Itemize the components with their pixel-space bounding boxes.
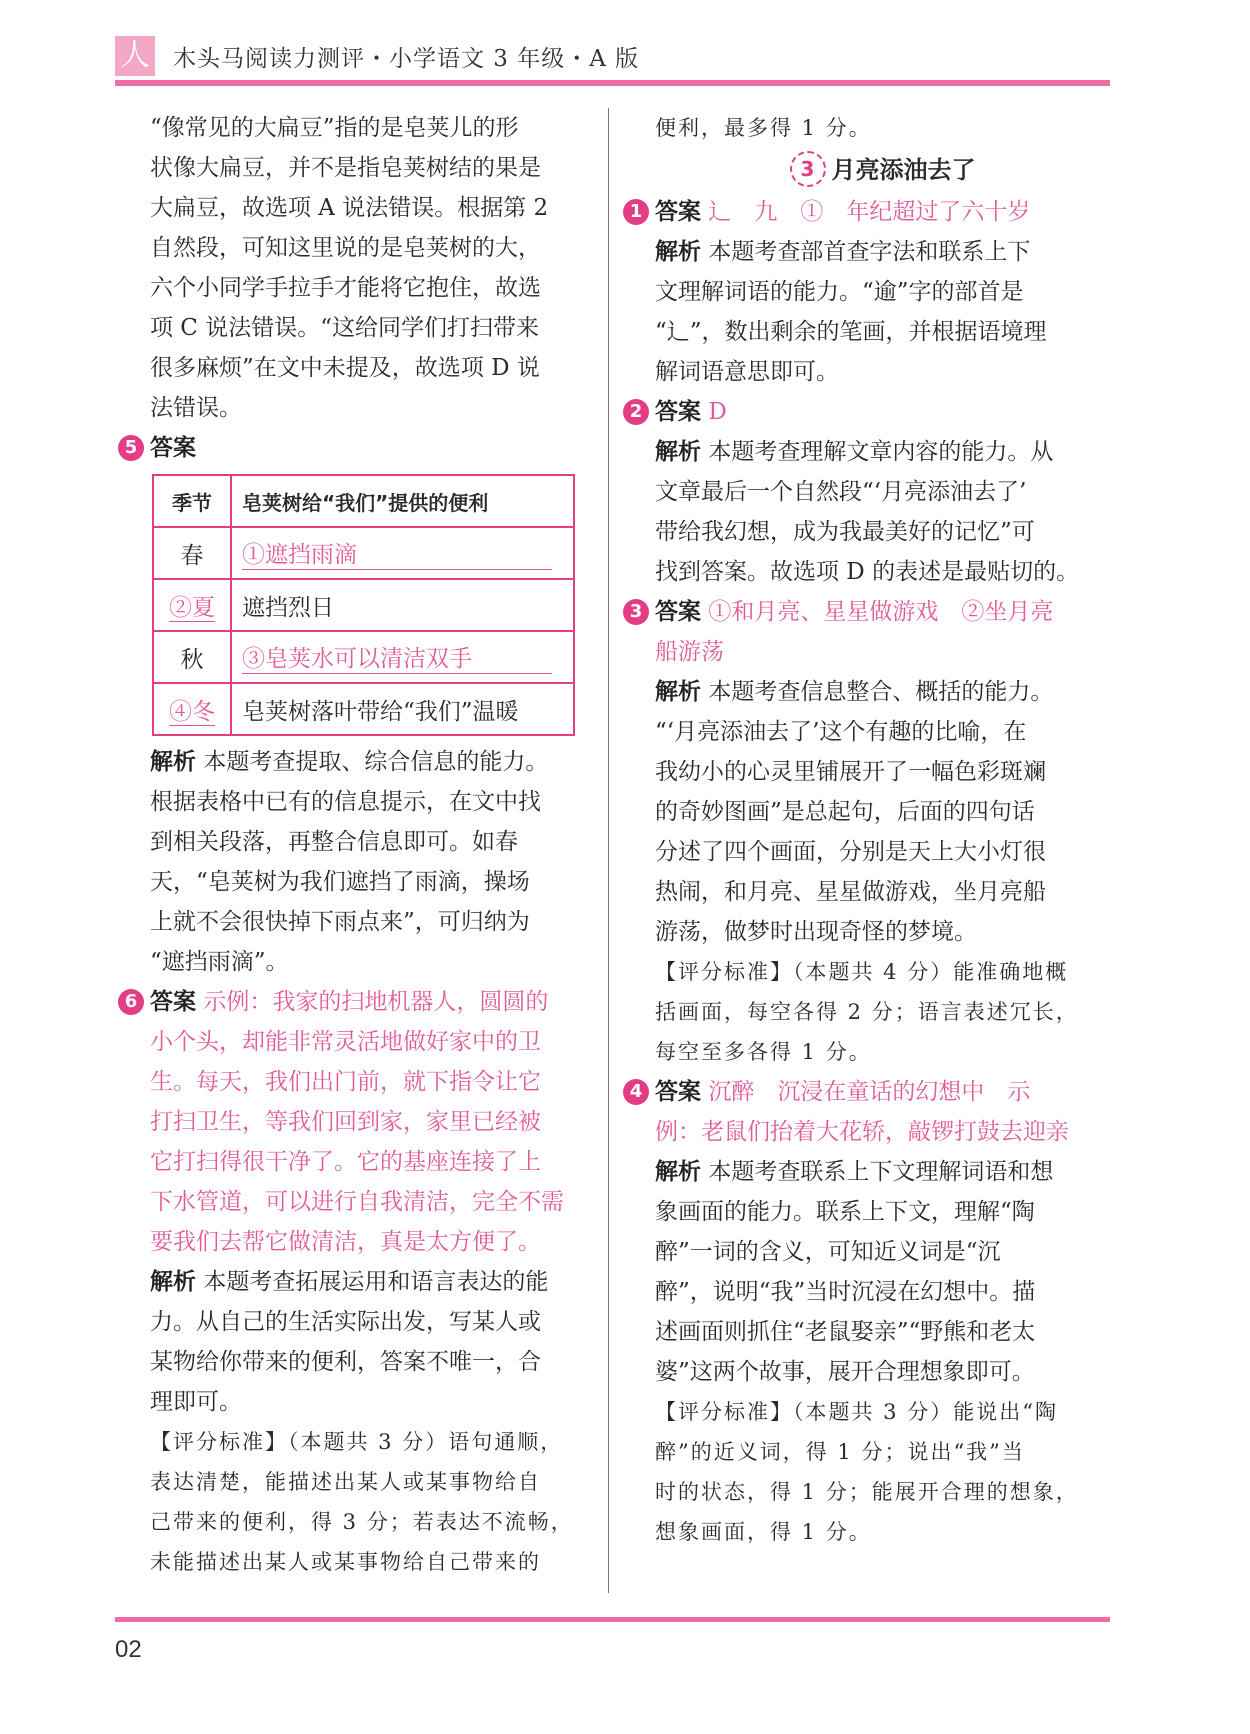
table-row <box>153 683 574 735</box>
answer-line: 例：老鼠们抬着大花轿，敲锣打鼓去迎亲 <box>655 1119 1069 1145</box>
analysis-text: 本题考查部首查字法和联系上下 <box>708 239 1031 265</box>
scoring-line: 【评分标准】（本题共 3 分）能说出“陶 <box>655 1400 1058 1424</box>
section-heading <box>655 150 1110 190</box>
text-line: 上就不会很快掉下雨点来”，可归纳为 <box>150 909 530 935</box>
text-line: “‘月亮添油去了’这个有趣的比喻，在 <box>655 719 1027 745</box>
answer-text: D <box>708 399 727 425</box>
text-line: 热闹，和月亮、星星做游戏，坐月亮船 <box>655 879 1046 905</box>
text-line: 状像大扁豆，并不是指皂荚树结的果是 <box>150 155 541 181</box>
scoring-line: 【评分标准】（本题共 4 分）能准确地概 <box>655 960 1069 984</box>
text-line: 游荡，做梦时出现奇怪的梦境。 <box>655 919 977 945</box>
answer-label: 答案 <box>655 1079 701 1105</box>
page-number: 02 <box>115 1636 142 1663</box>
answer-line: 小个头，却能非常灵活地做好家中的卫 <box>150 1029 541 1055</box>
question-5 <box>124 428 580 982</box>
table-header-cell: 季节 <box>153 475 231 527</box>
text-line: 醉”一词的含义，可知近义词是“沉 <box>655 1239 1001 1265</box>
left-column <box>124 108 580 1582</box>
answer-line: 要我们去帮它做清洁，真是太方便了。 <box>150 1229 541 1255</box>
answer-text: 示例：我家的扫地机器人，圆圆的 <box>203 989 549 1015</box>
text-line: 到相关段落，再整合信息即可。如春 <box>150 829 518 855</box>
text-line: 解词语意思即可。 <box>655 359 839 385</box>
text-line: 分述了四个画面，分别是天上大小灯很 <box>655 839 1046 865</box>
answer-line: 船游荡 <box>655 639 724 665</box>
table-cell-season: 春 <box>153 527 231 579</box>
right-column <box>629 108 1110 1552</box>
answer-label: 答案 <box>655 199 701 225</box>
page-header <box>115 36 1110 86</box>
text-line: 婆”这两个故事，展开合理想象即可。 <box>655 1359 1035 1385</box>
answer-label: 答案 <box>150 435 196 461</box>
text-line: 大扁豆，故选项 A 说法错误。根据第 2 <box>150 195 549 221</box>
scoring-line: 时的状态，得 1 分；能展开合理的想象， <box>655 1480 1079 1504</box>
table-row <box>153 527 574 579</box>
analysis-text: 本题考查提取、综合信息的能力。 <box>203 749 549 775</box>
table-header-row <box>153 475 574 527</box>
question-number-badge: 4 <box>623 1079 649 1105</box>
scoring-line: 想象画面，得 1 分。 <box>655 1520 872 1544</box>
answer-text: ①和月亮、星星做游戏 ②坐月亮 <box>708 599 1054 625</box>
scoring-line: 括画面，每空各得 2 分；语言表述冗长， <box>655 1000 1079 1024</box>
text-line: “辶”，数出剩余的笔画，并根据语境理 <box>655 319 1047 345</box>
table-cell-season <box>153 579 231 631</box>
scoring-line: 每空至多各得 1 分。 <box>655 1040 872 1064</box>
answer-line: 打扫卫生，等我们回到家，家里已经被 <box>150 1109 541 1135</box>
question-4 <box>629 1072 1110 1552</box>
text-line: 我幼小的心灵里铺展开了一幅色彩斑斓 <box>655 759 1046 785</box>
section-title: 月亮添油去了 <box>831 156 976 184</box>
analysis-label: 解析 <box>655 679 701 705</box>
question-number-badge: 1 <box>623 199 649 225</box>
table-row <box>153 579 574 631</box>
scoring-line: 未能描述出某人或某事物给自己带来的 <box>150 1550 541 1574</box>
analysis-text: 本题考查理解文章内容的能力。从 <box>708 439 1054 465</box>
text-line: 醉”，说明“我”当时沉浸在幻想中。描 <box>655 1279 1036 1305</box>
question-number-badge: 3 <box>623 599 649 625</box>
text-line: 找到答案。故选项 D 的表述是最贴切的。 <box>655 559 1080 585</box>
answer-blank: ④冬 <box>169 698 215 725</box>
table-cell-season: 秋 <box>153 631 231 683</box>
text-line: 象画面的能力。联系上下文，理解“陶 <box>655 1199 1035 1225</box>
book-title: 木头马阅读力测评・小学语文 3 年级・A 版 <box>173 46 640 72</box>
table-cell-benefit <box>231 527 574 579</box>
text-line: 很多麻烦”在文中未提及，故选项 D 说 <box>150 355 540 381</box>
text-line: 项 C 说法错误。“这给同学们打扫带来 <box>150 315 539 341</box>
answer-blank: ①遮挡雨滴 <box>242 536 552 570</box>
scoring-line: 己带来的便利，得 3 分；若表达不流畅， <box>150 1510 574 1534</box>
analysis-label: 解析 <box>150 1269 196 1295</box>
text-line: 力。从自己的生活实际出发，写某人或 <box>150 1309 541 1335</box>
analysis-label: 解析 <box>150 749 196 775</box>
answer-label: 答案 <box>150 989 196 1015</box>
question-number-badge: 2 <box>623 399 649 425</box>
text-line: “像常见的大扁豆”指的是皂荚儿的形 <box>150 115 519 141</box>
answer-line: 它打扫得很干净了。它的基座连接了上 <box>150 1149 541 1175</box>
answer-text: 辶 九 ① 年纪超过了六十岁 <box>708 199 1031 225</box>
answer-blank: ③皂荚水可以清洁双手 <box>242 640 552 674</box>
answer-line: 生。每天，我们出门前，就下指令让它 <box>150 1069 541 1095</box>
analysis-label: 解析 <box>655 1159 701 1185</box>
answer-label: 答案 <box>655 399 701 425</box>
scoring-line: 醉”的近义词，得 1 分；说出“我”当 <box>655 1440 1025 1464</box>
analysis-label: 解析 <box>655 439 701 465</box>
text-line: 根据表格中已有的信息提示，在文中找 <box>150 789 541 815</box>
text-line: 文章最后一个自然段“‘月亮添油去了’ <box>655 479 1027 505</box>
scoring-line: 便利，最多得 1 分。 <box>655 116 872 140</box>
question-2 <box>629 392 1110 592</box>
text-line: 述画面则抓住“老鼠娶亲”“野熊和老太 <box>655 1319 1036 1345</box>
question-number-badge: 5 <box>118 435 144 461</box>
question-number-badge: 6 <box>118 989 144 1015</box>
question-1 <box>629 192 1110 392</box>
text-line: 六个小同学手拉手才能将它抱住，故选 <box>150 275 541 301</box>
analysis-label: 解析 <box>655 239 701 265</box>
table-row <box>153 631 574 683</box>
text-line: 带给我幻想，成为我最美好的记忆”可 <box>655 519 1035 545</box>
table-header-cell: 皂荚树给“我们”提供的便利 <box>231 475 574 527</box>
analysis-text: 本题考查信息整合、概括的能力。 <box>708 679 1054 705</box>
text-line: 的奇妙图画”是总起句，后面的四句话 <box>655 799 1035 825</box>
answer-label: 答案 <box>655 599 701 625</box>
section-number: 3 <box>790 151 826 187</box>
table-cell-benefit: 遮挡烈日 <box>231 579 574 631</box>
text-line: “遮挡雨滴”。 <box>150 949 289 975</box>
footer-rule <box>115 1617 1110 1622</box>
table-cell-benefit <box>231 631 574 683</box>
text-line: 理即可。 <box>150 1389 242 1415</box>
table-cell-season <box>153 683 231 735</box>
text-line: 文理解词语的能力。“逾”字的部首是 <box>655 279 1024 305</box>
text-line: 某物给你带来的便利，答案不唯一，合 <box>150 1349 541 1375</box>
analysis-text: 本题考查联系上下文理解词语和想 <box>708 1159 1054 1185</box>
analysis-text: 本题考查拓展运用和语言表达的能 <box>203 1269 549 1295</box>
scoring-line: 表达清楚，能描述出某人或某事物给自 <box>150 1470 541 1494</box>
answer-blank: ②夏 <box>169 594 215 621</box>
answer-text: 沉醉 沉浸在童话的幻想中 示 <box>708 1079 1031 1105</box>
column-divider <box>608 108 609 1593</box>
q4-analysis-continued <box>150 108 580 428</box>
scoring-line: 【评分标准】（本题共 3 分）语句通顺， <box>150 1430 564 1454</box>
text-line: 自然段，可知这里说的是皂荚树的大， <box>150 235 541 261</box>
publisher-logo: 人 <box>115 36 155 76</box>
table-cell-benefit: 皂荚树落叶带给“我们”温暖 <box>231 683 574 735</box>
text-line: 法错误。 <box>150 395 242 421</box>
question-6 <box>124 982 580 1582</box>
convenience-table <box>152 474 575 736</box>
header-rule <box>115 80 1110 86</box>
text-line: 天，“皂荚树为我们遮挡了雨滴，操场 <box>150 869 530 895</box>
question-3 <box>629 592 1110 1072</box>
answer-line: 下水管道，可以进行自我清洁，完全不需 <box>150 1189 564 1215</box>
